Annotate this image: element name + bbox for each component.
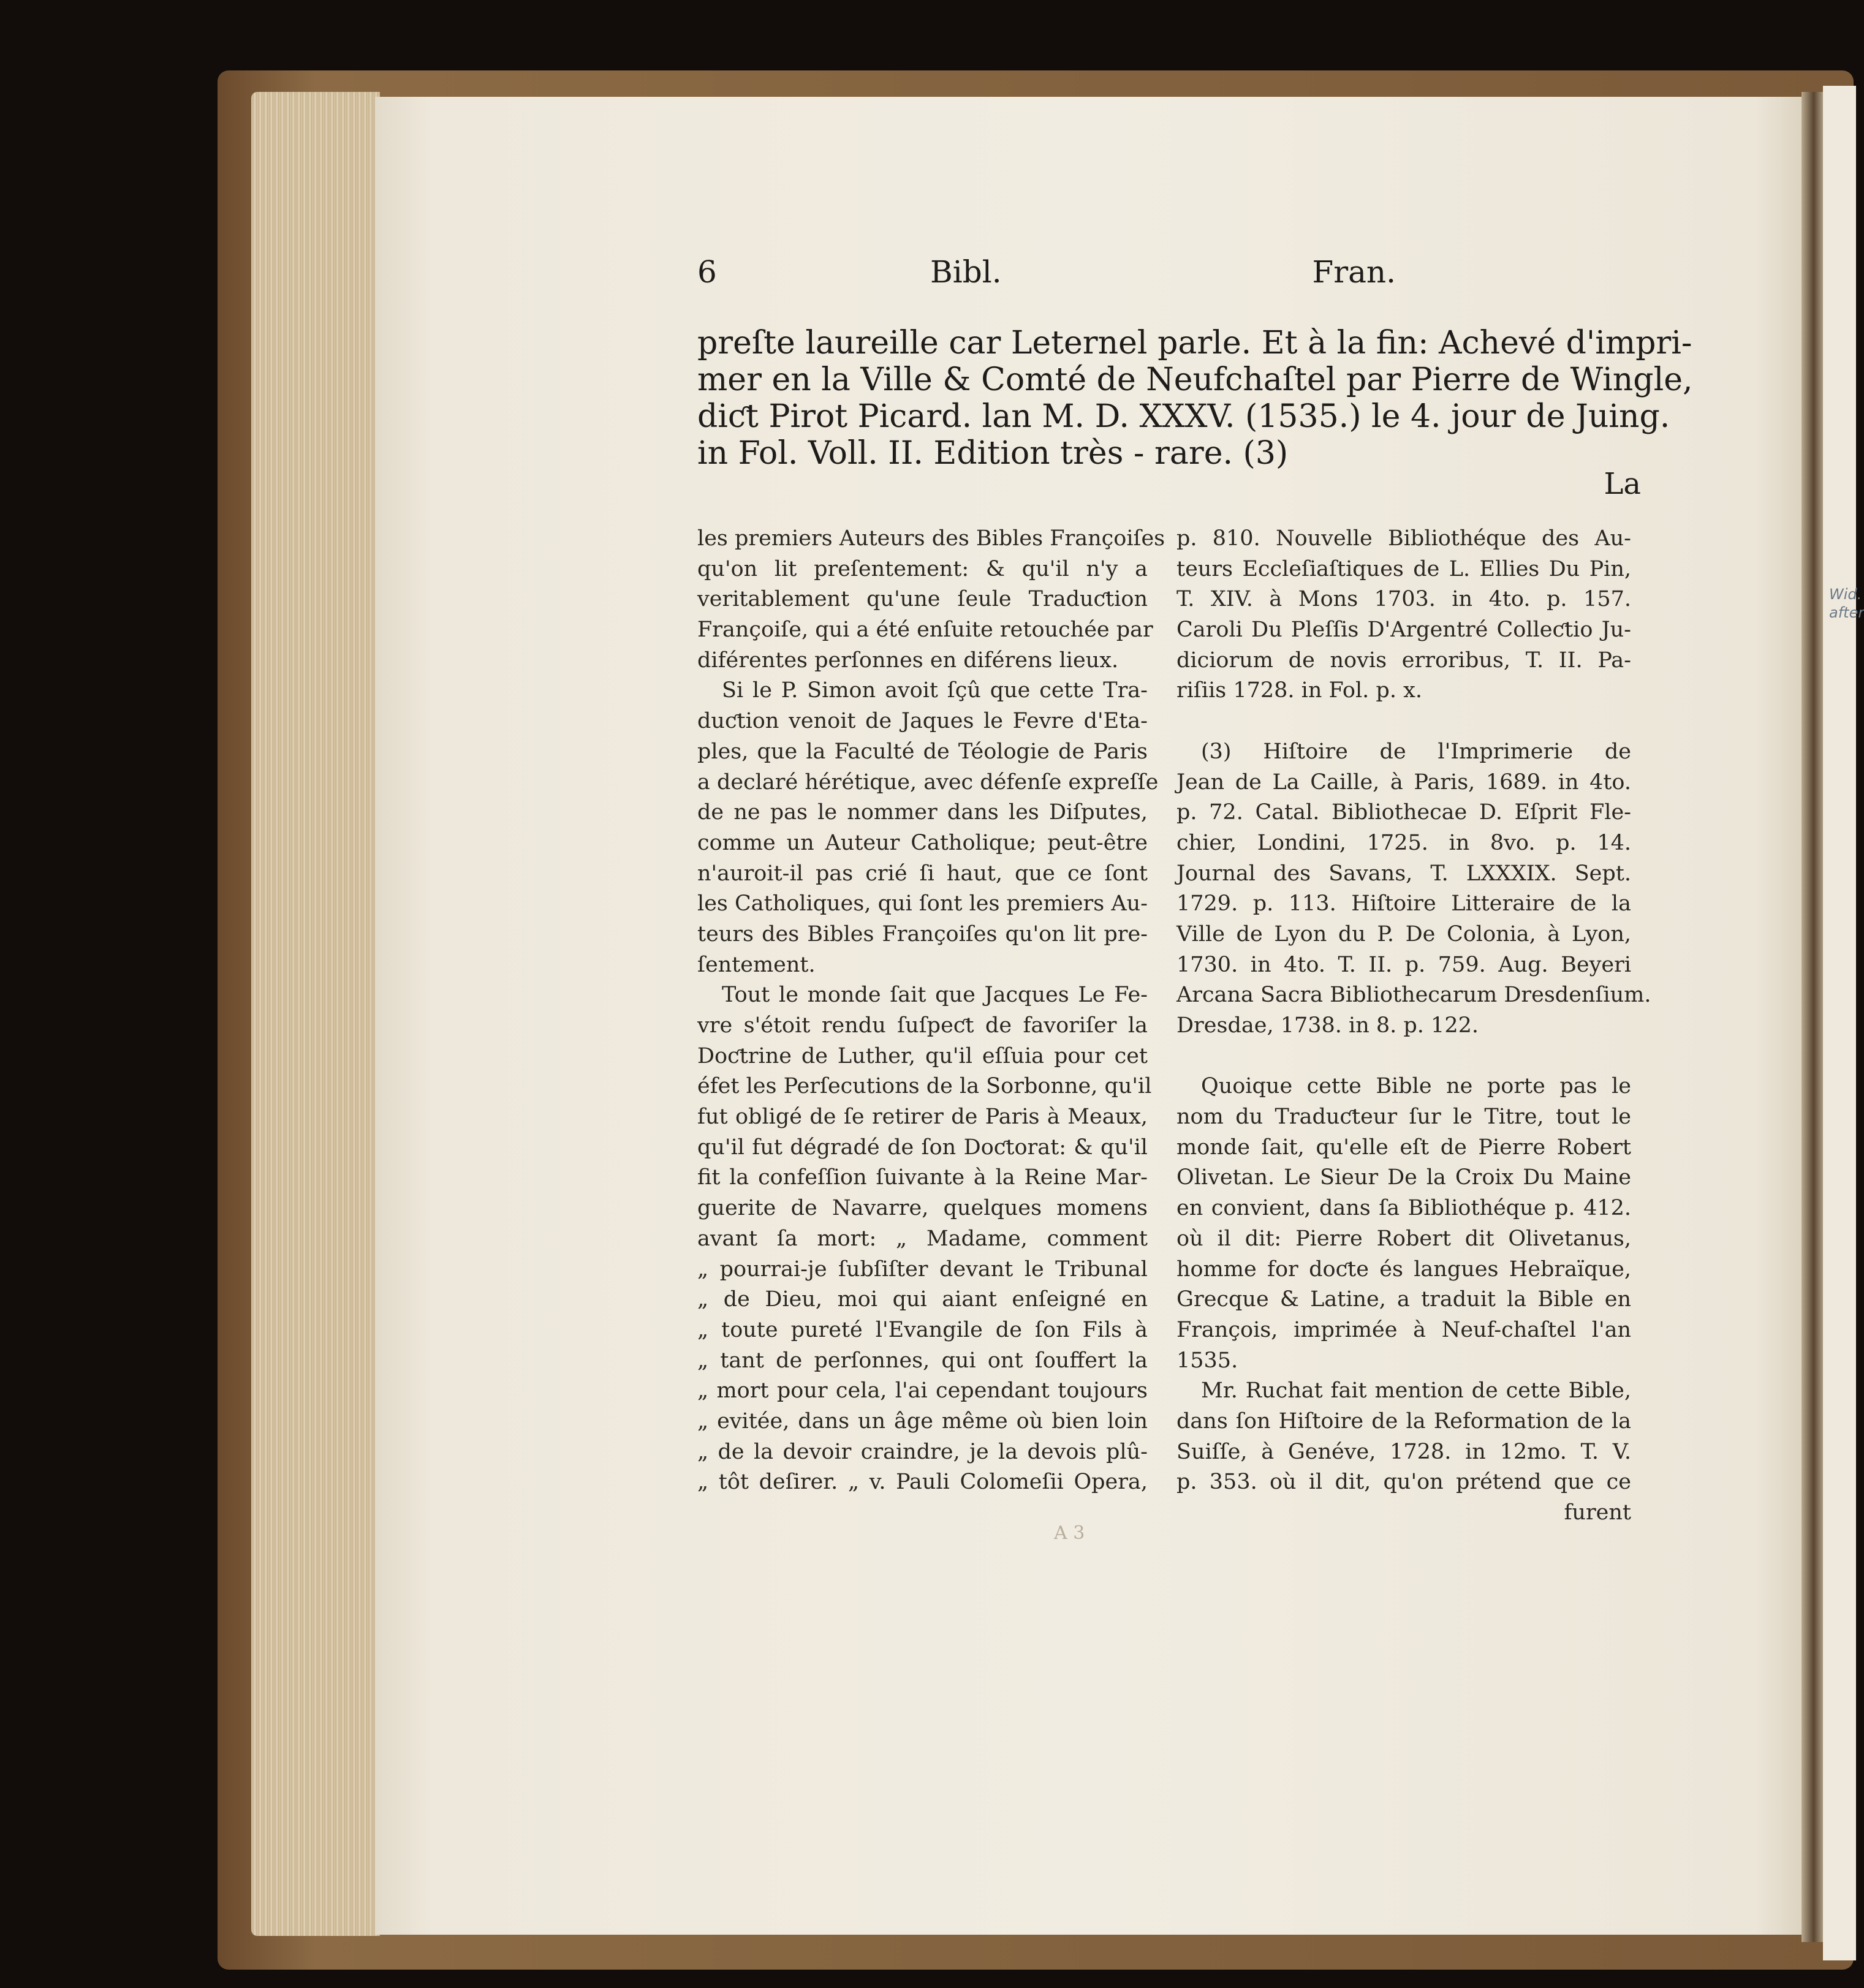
text-line: fut obligé de ſe retirer de Paris à Meaux, bbox=[697, 1105, 1148, 1130]
text-line: qu'il fut dégradé de ſon Doƈtorat: & qu'il bbox=[697, 1135, 1148, 1160]
text-line: ples, que la Faculté de Téologie de Paris bbox=[697, 739, 1148, 764]
text-line: les premiers Auteurs des Bibles Françoiſes bbox=[697, 526, 1165, 551]
text-line: les Catholiques, qui ſont les premiers Au- bbox=[697, 891, 1148, 917]
text-line: Grecque & Latine, a traduit la Bible en bbox=[1176, 1287, 1631, 1312]
text-line: en convient, dans ſa Bibliothéque p. 412. bbox=[1176, 1196, 1631, 1221]
signature-mark: A 3 bbox=[1054, 1522, 1085, 1544]
text-line: Françoiſe, qui a été enſuite retouchée par bbox=[697, 618, 1153, 643]
text-line: Olivetan. Le Sieur De la Croix Du Maine bbox=[1176, 1165, 1631, 1190]
footnote-line: Arcana Sacra Bibliothecarum Dresdenſium. bbox=[1176, 983, 1651, 1008]
text-line: nom du Traduƈteur ſur le Titre, tout le bbox=[1176, 1105, 1631, 1130]
header-text bbox=[697, 325, 1693, 472]
text-line: Suiſſe, à Genéve, 1728. in 12mo. T. V. bbox=[1176, 1439, 1631, 1464]
footnote-line: Dresdae, 1738. in 8. p. 122. bbox=[1176, 1013, 1479, 1038]
text-line: Mr. Ruchat fait mention de cette Bible, bbox=[1201, 1378, 1631, 1404]
text-line: teurs des Bibles Françoiſes qu'on lit pre- bbox=[697, 921, 1148, 947]
header-line: in Fol. Voll. II. Edition très - rare. (3) bbox=[697, 435, 1289, 472]
text-line: ſentement. bbox=[697, 952, 816, 977]
text-line: veritablement qu'une ſeule Traduƈtion bbox=[697, 587, 1148, 612]
text-line: p. 353. où il dit, qu'on prétend que ce bbox=[1176, 1470, 1631, 1495]
spacer bbox=[1176, 706, 1631, 737]
text-line: comme un Auteur Catholique; peut-être bbox=[697, 830, 1148, 855]
footnote-line: Journal des Savans, T. LXXXIX. Sept. bbox=[1176, 861, 1631, 886]
text-line: monde ſait, qu'elle eſt de Pierre Robert bbox=[1176, 1135, 1631, 1160]
footnote-line: diciorum de novis erroribus, T. II. Pa- bbox=[1176, 648, 1631, 673]
facing-page-edge bbox=[1823, 86, 1864, 1960]
text-line: fit la confeſſion ſuivante à la Reine Mar- bbox=[697, 1165, 1148, 1190]
text-line: éfet les Perſecutions de la Sorbonne, qu'il bbox=[697, 1074, 1152, 1099]
footnote-line: 1729. p. 113. Hiſtoire Litteraire de la bbox=[1176, 891, 1631, 917]
text-line: „ de la devoir craindre, je la devois plû- bbox=[697, 1439, 1148, 1464]
text-line: où il dit: Pierre Robert dit Olivetanus, bbox=[1176, 1226, 1631, 1251]
text-line: qu'on lit preſentement: & qu'il n'y a bbox=[697, 556, 1148, 581]
footnote-line: 1730. in 4to. T. II. p. 759. Aug. Beyeri bbox=[1176, 952, 1631, 977]
text-line: de ne pas le nommer dans les Diſputes, bbox=[697, 800, 1148, 825]
margin-note: Wid. after bbox=[1829, 586, 1864, 621]
footnote-line: Jean de La Caille, à Paris, 1689. in 4to. bbox=[1176, 769, 1631, 795]
header-line: preſte laureille car Leternel parle. Et à la fin: Achevé d'impri- bbox=[697, 325, 1692, 361]
text-line: guerite de Navarre, quelques momens bbox=[697, 1196, 1148, 1221]
text-line: n'auroit-il pas crié ſi haut, que ce ſont bbox=[697, 861, 1148, 886]
text-line: homme for doƈte és langues Hebraïque, bbox=[1176, 1257, 1631, 1282]
text-line: „ evitée, dans un âge même où bien loin bbox=[697, 1408, 1148, 1434]
footnote-line: riſiis 1728. in Fol. p. x. bbox=[1176, 678, 1422, 703]
text-line: duƈtion venoit de Jaques le Fevre d'Eta- bbox=[697, 709, 1148, 734]
running-head-center: Bibl. bbox=[930, 254, 1002, 290]
left-column bbox=[697, 524, 1165, 1498]
catchword: La bbox=[1604, 467, 1641, 501]
spacer bbox=[1176, 1041, 1631, 1072]
book-gutter bbox=[1801, 92, 1826, 1942]
footnote-line: chier, Londini, 1725. in 8vo. p. 14. bbox=[1176, 830, 1631, 855]
text-line: avant ſa mort: „ Madame, comment bbox=[697, 1226, 1148, 1251]
footnote-line: p. 810. Nouvelle Bibliothéque des Au- bbox=[1176, 526, 1631, 551]
text-line: 1535. bbox=[1176, 1348, 1238, 1373]
text-line: Doƈtrine de Luther, qu'il eſſuia pour cet bbox=[697, 1043, 1148, 1068]
footnote-line: teurs Eccleſiaſtiques de L. Ellies Du Pin, bbox=[1176, 556, 1631, 581]
footnote-line: Caroli Du Pleſſis D'Argentré Colleƈtio Ju- bbox=[1176, 618, 1631, 643]
running-head-right: Fran. bbox=[1312, 254, 1396, 290]
text-line: „ toute pureté l'Evangile de ſon Fils à bbox=[697, 1317, 1148, 1342]
text-line: vre s'étoit rendu ſuſpeƈt de favoriſer la bbox=[697, 1013, 1148, 1038]
text-line: „ tant de perſonnes, qui ont ſouffert la bbox=[697, 1348, 1148, 1373]
text-line: Si le P. Simon avoit ſçû que cette Tra- bbox=[722, 678, 1148, 703]
footnote-line: (3) Hiſtoire de l'Imprimerie de bbox=[1201, 739, 1631, 764]
text-line: François, imprimée à Neuf-chaſtel l'an bbox=[1176, 1317, 1631, 1342]
header-line: diƈt Pirot Picard. lan M. D. XXXV. (1535.) le 4. jour de Juing. bbox=[697, 398, 1670, 435]
page-number: 6 bbox=[697, 254, 717, 290]
text-line: Tout le monde ſait que Jacques Le Fe- bbox=[722, 983, 1148, 1008]
page-edges bbox=[251, 92, 380, 1936]
text-line: diférentes perſonnes en diférens lieux. bbox=[697, 648, 1119, 673]
running-head bbox=[697, 254, 1396, 297]
footnote-line: p. 72. Catal. Bibliothecae D. Eſprit Fle- bbox=[1176, 800, 1631, 825]
text-line: „ tôt deſirer. „ v. Pauli Colomeſii Opera, bbox=[697, 1470, 1148, 1495]
text-line: a declaré hérétique, avec défenſe expreſſe bbox=[697, 769, 1159, 795]
text-line: „ mort pour cela, l'ai cependant toujours bbox=[697, 1378, 1148, 1404]
text-line: dans ſon Hiſtoire de la Reformation de la bbox=[1176, 1408, 1631, 1434]
right-column bbox=[1176, 524, 1651, 1529]
catchword-right: furent bbox=[1564, 1500, 1631, 1525]
text-line: „ pourrai-je ſubſiſter devant le Tribunal bbox=[697, 1257, 1148, 1282]
footnote-line: Ville de Lyon du P. De Colonia, à Lyon, bbox=[1176, 921, 1631, 947]
text-line: „ de Dieu, moi qui aiant enſeigné en bbox=[697, 1287, 1148, 1312]
footnote-line: T. XIV. à Mons 1703. in 4to. p. 157. bbox=[1176, 587, 1631, 612]
header-line: mer en la Ville & Comté de Neufchaſtel par Pierre de Wingle, bbox=[697, 361, 1693, 398]
text-line: Quoique cette Bible ne porte pas le bbox=[1201, 1074, 1631, 1099]
